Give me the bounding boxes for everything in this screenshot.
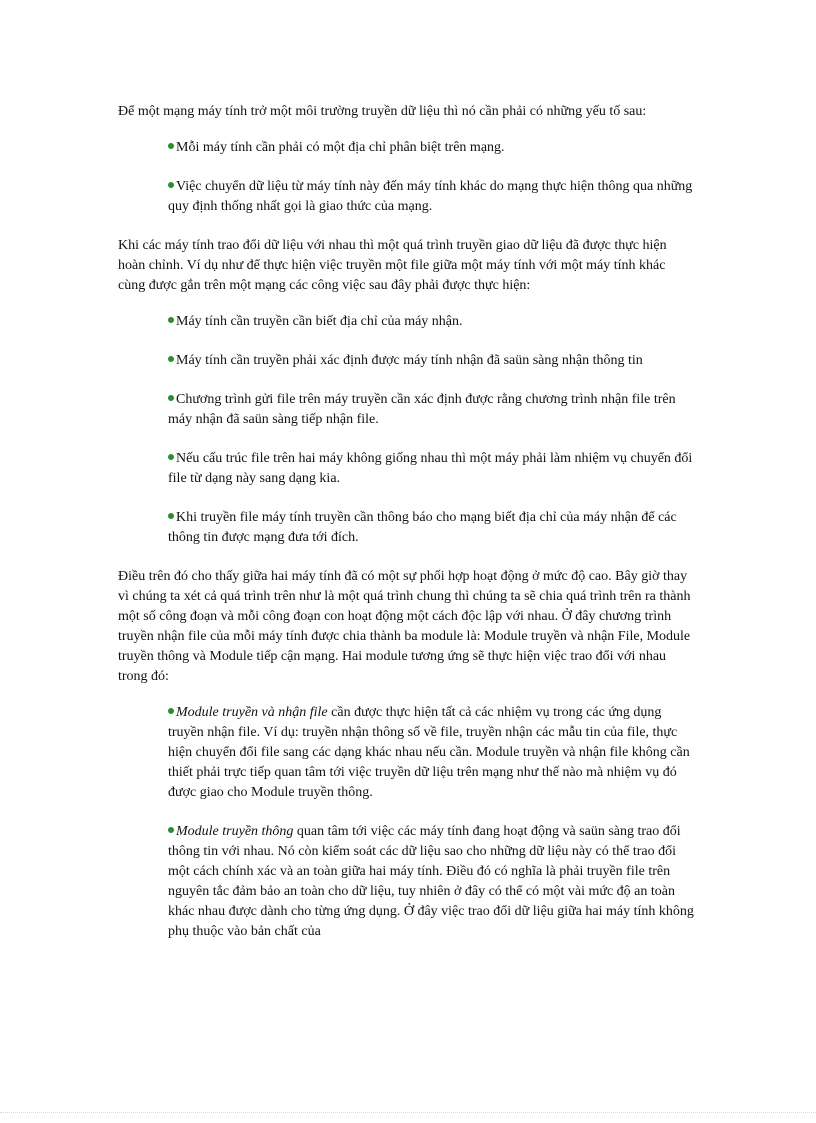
list-item xyxy=(168,312,696,332)
list-item xyxy=(168,177,696,217)
paragraph-file-transfer: Khi các máy tính trao đổi dữ liệu với nhau thì một quá trình truyền giao dữ liệu đã được thực hiện hoàn chỉnh. Ví dụ như để thực hiện việc truyền một file giữa một máy tính với một máy tính khác cùng được gắn trên một mạng các công việc sau đây phải được thực hiện: xyxy=(118,238,667,293)
document-page xyxy=(118,102,696,961)
list-item-text: Máy tính cần truyền cần biết địa chỉ của máy nhận. xyxy=(176,314,463,329)
page-bottom-divider xyxy=(0,1112,816,1113)
list-item xyxy=(168,351,696,371)
list-item xyxy=(168,138,696,158)
list-item-text: cần được thực hiện tất cả các nhiệm vụ trong các ứng dụng truyền nhận file. Ví dụ: truyền nhận thông số về file, truyền nhận các mẫu tin của file, thực hiện chuyển đổi file sang các dạng khác nhau nếu cần. Module truyền và nhận file không cần thiết phải trực tiếp quan tâm tới việc truyền dữ liệu trên mạng như thế nào mà nhiệm vụ đó được giao cho Module truyền thông. xyxy=(168,705,690,800)
bullet-dot-icon xyxy=(168,513,174,519)
bullet-dot-icon xyxy=(168,356,174,362)
paragraph-network-requirements: Để một mạng máy tính trở một môi trường truyền dữ liệu thì nó cần phải có những yếu tố sau: xyxy=(118,104,647,119)
bullet-dot-icon xyxy=(168,454,174,460)
list-item-text: Chương trình gửi file trên máy truyền cần xác định được rằng chương trình nhận file trên máy nhận đã saün sàng tiếp nhận file. xyxy=(168,392,676,427)
bullet-dot-icon xyxy=(168,182,174,188)
bullet-dot-icon xyxy=(168,143,174,149)
list-item-text: Khi truyền file máy tính truyền cần thông báo cho mạng biết địa chỉ của máy nhận để các thông tin được mạng đưa tới đích. xyxy=(168,510,677,545)
list-item-text: quan tâm tới việc các máy tính đang hoạt động và saün sàng trao đổi thông tin với nhau. Nó còn kiểm soát các dữ liệu sao cho những dữ liệu này có thể trao đổi một cách chính xác và an toàn giữa hai máy tính. Điều đó có nghĩa là phải truyền file trên nguyên tắc đảm bảo an toàn cho dữ liệu, tuy nhiên ở đây có thể có một vài mức độ an toàn khác nhau được dành cho từng ứng dụng. Ở đây việc trao đổi dữ liệu giữa hai máy tính không phụ thuộc vào bản chất của xyxy=(168,824,694,939)
list-item-text: Nếu cấu trúc file trên hai máy không giống nhau thì một máy phải làm nhiệm vụ chuyển đổi file từ dạng này sang dạng kia. xyxy=(168,451,693,486)
bullet-dot-icon xyxy=(168,317,174,323)
list-item xyxy=(168,449,696,489)
list-item-text: Mỗi máy tính cần phải có một địa chỉ phân biệt trên mạng. xyxy=(176,140,505,155)
list-modules xyxy=(118,703,696,942)
list-item-text: Máy tính cần truyền phải xác định được máy tính nhận đã saün sàng nhận thông tin xyxy=(176,353,643,368)
module-term: Module truyền thông xyxy=(176,824,294,839)
module-term: Module truyền và nhận file xyxy=(176,705,328,720)
list-item xyxy=(168,508,696,548)
bullet-dot-icon xyxy=(168,827,174,833)
list-item-text: Việc chuyển dữ liệu từ máy tính này đến máy tính khác do mạng thực hiện thông qua những quy định thống nhất gọi là giao thức của mạng. xyxy=(168,179,693,214)
list-item xyxy=(168,703,696,803)
list-file-transfer-tasks xyxy=(118,312,696,548)
bullet-dot-icon xyxy=(168,708,174,714)
list-item xyxy=(168,390,696,430)
bullet-dot-icon xyxy=(168,395,174,401)
paragraph-modules: Điều trên đó cho thấy giữa hai máy tính đã có một sự phối hợp hoạt động ở mức độ cao. Bây giờ thay vì chúng ta xét cả quá trình trên như là một quá trình chung thì chúng ta sẽ chia quá trình trên ra thành một số công đoạn và mỗi công đoạn con hoạt động một cách độc lập với nhau. Ở đây chương trình truyền nhận file của mỗi máy tính được chia thành ba module là: Module truyền và nhận File, Module truyền thông và Module tiếp cận mạng. Hai module tương ứng sẽ thực hiện việc trao đổi với nhau trong đó: xyxy=(118,569,691,684)
list-network-requirements xyxy=(118,138,696,217)
list-item xyxy=(168,822,696,942)
